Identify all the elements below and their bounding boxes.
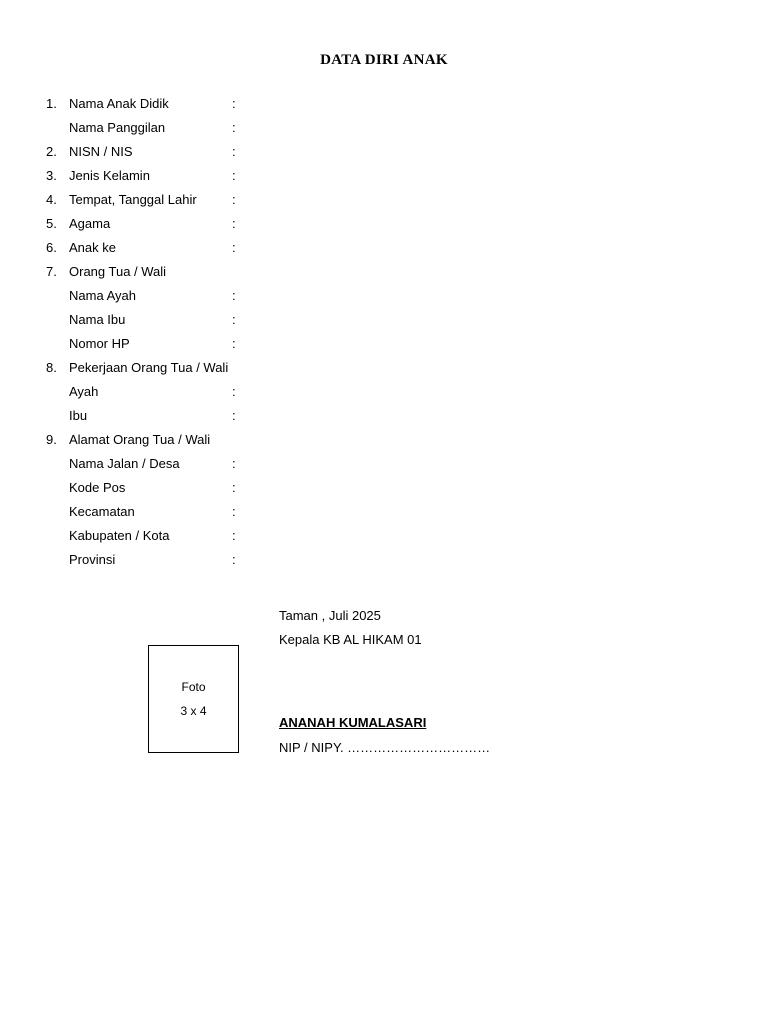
form-row [0, 308, 768, 332]
row-number: 1. [46, 96, 57, 111]
row-label: Agama [69, 216, 111, 231]
row-label: Alamat Orang Tua / Wali [69, 432, 211, 447]
row-number: 2. [46, 144, 57, 159]
row-number: 5. [46, 216, 57, 231]
row-label: Nama Panggilan [69, 120, 166, 135]
form-row [0, 284, 768, 308]
row-colon: : [232, 384, 236, 399]
row-label: Kabupaten / Kota [69, 528, 170, 543]
row-number: 6. [46, 240, 57, 255]
form-row [0, 140, 768, 164]
row-colon: : [232, 192, 236, 207]
form-row [0, 428, 768, 452]
row-label: Anak ke [69, 240, 116, 255]
form-row [0, 476, 768, 500]
form-row [0, 380, 768, 404]
row-colon: : [232, 120, 236, 135]
row-number: 8. [46, 360, 57, 375]
row-label: Nama Jalan / Desa [69, 456, 180, 471]
document-title: DATA DIRI ANAK [320, 52, 448, 68]
row-label: Tempat, Tanggal Lahir [69, 192, 197, 207]
signature-role: Kepala KB AL HIKAM 01 [279, 632, 422, 647]
form-row [0, 188, 768, 212]
row-colon: : [232, 408, 236, 423]
row-colon: : [232, 168, 236, 183]
signature-name: ANANAH KUMALASARI [279, 715, 427, 730]
row-colon: : [232, 240, 236, 255]
row-label: Jenis Kelamin [69, 168, 150, 183]
row-label: NISN / NIS [69, 144, 133, 159]
row-colon: : [232, 216, 236, 231]
photo-size-label: 3 x 4 [180, 704, 207, 718]
form-row [0, 404, 768, 428]
row-number: 7. [46, 264, 57, 279]
form-row [0, 548, 768, 572]
row-colon: : [232, 552, 236, 567]
row-colon: : [232, 528, 236, 543]
row-colon: : [232, 144, 236, 159]
row-label: Nama Ibu [69, 312, 126, 327]
row-label: Nomor HP [69, 336, 130, 351]
form-row [0, 500, 768, 524]
row-label: Ayah [69, 384, 99, 399]
form-row [0, 332, 768, 356]
form-row [0, 260, 768, 284]
form-row [0, 116, 768, 140]
row-colon: : [232, 504, 236, 519]
form-row [0, 236, 768, 260]
signature-nip: NIP / NIPY. …………………………… [279, 740, 491, 755]
form-row [0, 452, 768, 476]
form-row [0, 212, 768, 236]
form-fields-list [0, 92, 768, 572]
row-colon: : [232, 336, 236, 351]
row-label: Kode Pos [69, 480, 126, 495]
row-label: Ibu [69, 408, 88, 423]
row-label: Pekerjaan Orang Tua / Wali [69, 360, 229, 375]
row-colon: : [232, 288, 236, 303]
photo-placeholder-box [148, 645, 239, 753]
form-row [0, 164, 768, 188]
row-colon: : [232, 456, 236, 471]
row-number: 3. [46, 168, 57, 183]
row-label: Nama Anak Didik [69, 96, 169, 111]
photo-label: Foto [181, 680, 206, 694]
row-number: 4. [46, 192, 57, 207]
row-colon: : [232, 312, 236, 327]
row-label: Nama Ayah [69, 288, 136, 303]
form-row [0, 92, 768, 116]
row-label: Orang Tua / Wali [69, 264, 167, 279]
form-row [0, 524, 768, 548]
signature-place-date: Taman , Juli 2025 [279, 608, 381, 623]
row-label: Kecamatan [69, 504, 135, 519]
form-row [0, 356, 768, 380]
row-number: 9. [46, 432, 57, 447]
row-colon: : [232, 96, 236, 111]
row-label: Provinsi [69, 552, 116, 567]
row-colon: : [232, 480, 236, 495]
